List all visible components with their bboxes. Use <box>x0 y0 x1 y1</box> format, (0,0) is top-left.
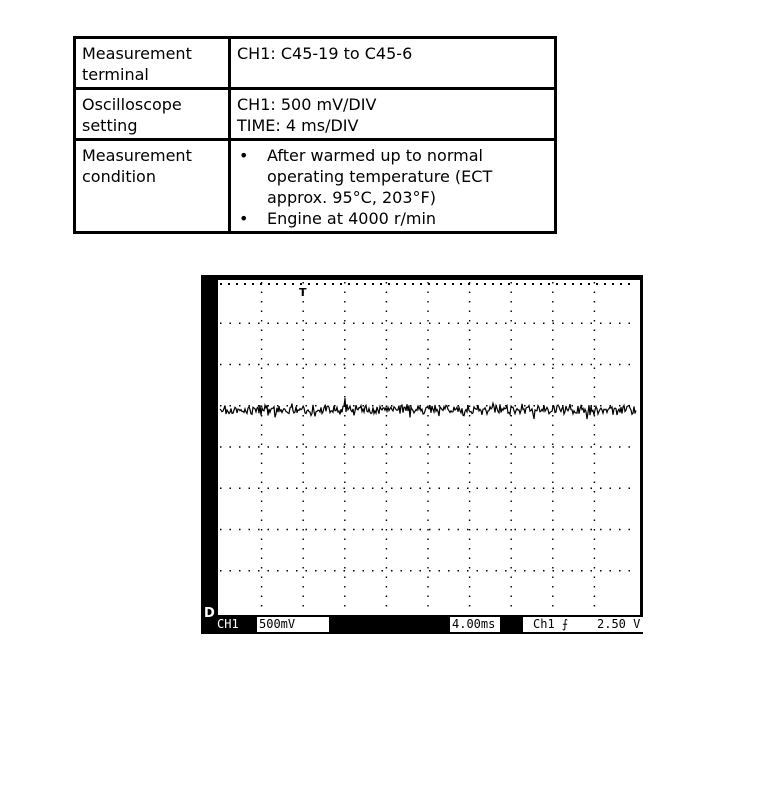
row-value-line: TIME: 4 ms/DIV <box>237 116 359 135</box>
condition-text: Engine at 4000 r/min <box>267 209 437 228</box>
bullet-icon: • <box>239 146 249 165</box>
bullet-icon: • <box>239 209 249 228</box>
trigger-source: Ch1 ⨍ <box>523 617 593 632</box>
row-value-line: CH1: 500 mV/DIV <box>237 95 377 114</box>
row-label: Measurement condition <box>82 146 192 186</box>
volts-per-div: 500mV <box>257 617 329 632</box>
ground-marker: D <box>204 606 215 621</box>
row-label: Oscilloscope setting <box>82 95 182 135</box>
condition-text: After warmed up to normal operating temperature (ECT approx. 95°C, 203°F) <box>267 146 493 207</box>
time-per-div: 4.00ms <box>450 617 500 632</box>
trigger-marker: T <box>299 286 307 299</box>
row-value: CH1: C45-19 to C45-6 <box>237 44 413 63</box>
channel-label: CH1 <box>217 617 239 631</box>
trigger-level: 2.50 V <box>593 617 643 632</box>
row-label: Measurement terminal <box>82 44 192 84</box>
